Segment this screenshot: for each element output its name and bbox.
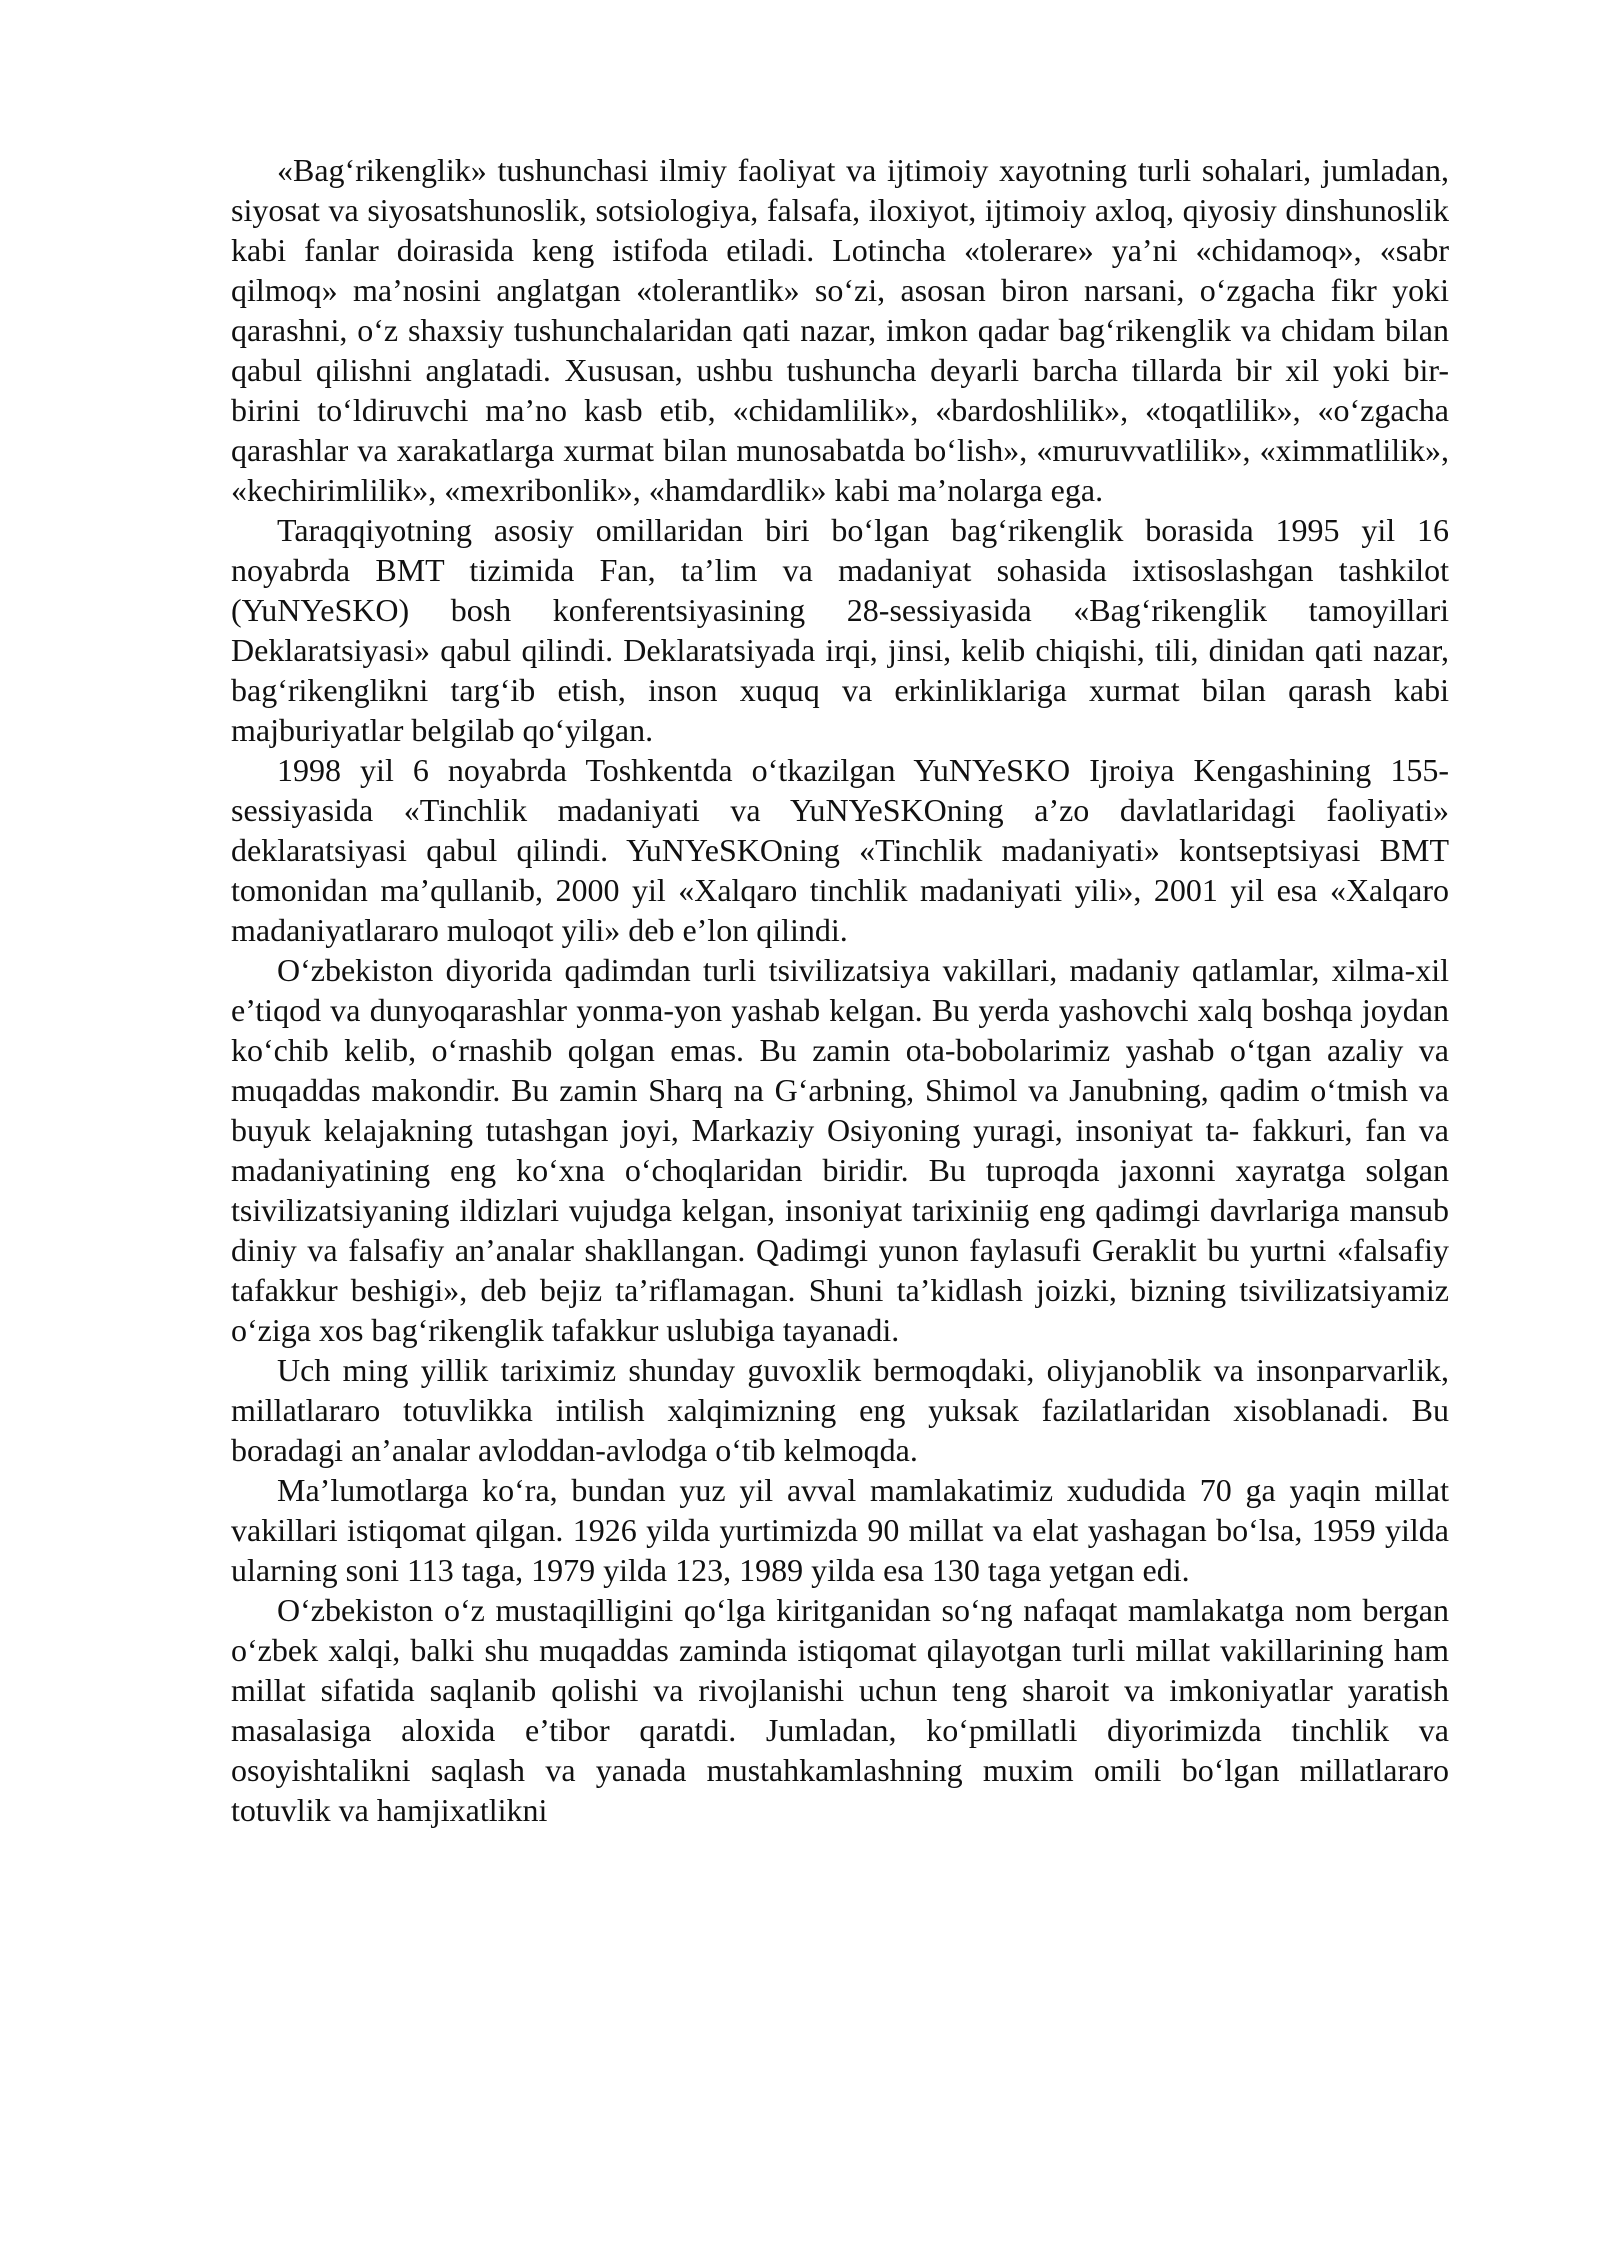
paragraph-uzbekistan-civilization: O‘zbekiston diyorida qadimdan turli tsivilizatsiya vakillari, madaniy qatlamlar, xilma-xil e’tiqod va dunyoqarashlar yonma-yon yashab kelgan. Bu yerda yashovchi xalq boshqa joydan ko‘chib kelib, o‘rnashib qolgan emas. Bu zamin ota-bobolarimiz yashab o‘tgan azaliy va muqaddas makondir. Bu zamin Sharq na G‘arbning, Shimol va Janubning, qadim o‘tmish va buyuk kelajakning tutashgan joyi, Markaziy Osiyoning yuragi, insoniyat ta- fakkuri, fan va madaniyatining eng ko‘xna o‘choqlaridan biridir. Bu tuproqda jaxonni xayratga solgan tsivilizatsiyaning ildizlari vujudga kelgan, insoniyat tarixiniig eng qadimgi davrlariga mansub diniy va falsafiy an’analar shakllangan. Qadimgi yunon faylasufi Geraklit bu yurtni «falsafiy tafakkur beshigi», deb bejiz ta’riflamagan. Shuni ta’kidlash joizki, bizning tsivilizatsiyamiz o‘ziga xos bag‘rikenglik tafakkur uslubiga tayanadi. — [231, 952, 1449, 1348]
paragraph-independence-policy: O‘zbekiston o‘z mustaqilligini qo‘lga kiritganidan so‘ng nafaqat mamlakatga nom bergan o‘zbek xalqi, balki shu muqaddas zaminda istiqomat qilayotgan turli millat vakillarining ham millat sifatida saqlanib qolishi va rivojlanishi uchun teng sharoit va imkoniyatlar yaratish masalasiga aloxida e’tibor qaratdi. Jumladan, ko‘pmillatli diyorimizda tinchlik va osoyishtalikni saqlash va yanada mustahkamlashning muxim omili bo‘lgan millatlararo totuvlik va hamjixatlikni — [231, 1592, 1449, 1828]
paragraph-history-harmony: Uch ming yillik tariximiz shunday guvoxlik bermoqdaki, oliyjanoblik va insonparvarlik, millatlararo totuvlikka intilish xalqimizning eng yuksak fazilatlaridan xisoblanadi. Bu boradagi an’analar avloddan-avlodga o‘tib kelmoqda. — [231, 1352, 1449, 1468]
paragraph-unesco-session-1998: 1998 yil 6 noyabrda Toshkentda o‘tkazilgan YuNYeSKO Ijroiya Kengashining 155- sessiyasida «Tinchlik madaniyati va YuNYeSKOning a’zo davlatlaridagi faoliyati» deklaratsiyasi qabul qilindi. YuNYeSKOning «Tinchlik madaniyati» kontseptsiyasi BMT tomonidan ma’qullanib, 2000 yil «Xalqaro tinchlik madaniyati yili», 2001 yil esa «Xalqaro madaniyatlararo muloqot yili» deb e’lon qilindi. — [231, 752, 1449, 948]
paragraph-unesco-declaration-1995: Taraqqiyotning asosiy omillaridan biri bo‘lgan bag‘rikenglik borasida 1995 yil 16 noyabrda BMT tizimida Fan, ta’lim va madaniyat sohasida ixtisoslashgan tashkilot (YuNYeSKO) bosh konferentsiyasining 28-sessiyasida «Bag‘rikenglik tamoyillari Deklaratsiyasi» qabul qilindi. Deklaratsiyada irqi, jinsi, kelib chiqishi, tili, dinidan qati nazar, bag‘rikenglikni targ‘ib etish, inson xuquq va erkinliklariga xurmat bilan qarash kabi majburiyatlar belgilab qo‘yilgan. — [231, 512, 1449, 748]
document-page — [231, 150, 1449, 2210]
paragraph-nationalities-statistics: Ma’lumotlarga ko‘ra, bundan yuz yil avval mamlakatimiz xududida 70 ga yaqin millat vakillari istiqomat qilgan. 1926 yilda yurtimizda 90 millat va elat yashagan bo‘lsa, 1959 yilda ularning soni 113 taga, 1979 yilda 123, 1989 yilda esa 130 taga yetgan edi. — [231, 1472, 1449, 1588]
paragraph-tolerance-definition: «Bag‘rikenglik» tushunchasi ilmiy faoliyat va ijtimoiy xayotning turli sohalari, jumladan, siyosat va siyosatshunoslik, sotsiologiya, falsafa, iloxiyot, ijtimoiy axloq, qiyosiy dinshunoslik kabi fanlar doirasida keng istifoda etiladi. Lotincha «tolerare» ya’ni «chidamoq», «sabr qilmoq» ma’nosini anglatgan «tolerantlik» so‘zi, asosan biron narsani, o‘zgacha fikr yoki qarashni, o‘z shaxsiy tushunchalaridan qati nazar, imkon qadar bag‘rikenglik va chidam bilan qabul qilishni anglatadi. Xususan, ushbu tushuncha deyarli barcha tillarda bir xil yoki bir-birini to‘ldiruvchi ma’no kasb etib, «chidamlilik», «bardoshlilik», «toqatlilik», «o‘zgacha qarashlar va xarakatlarga xurmat bilan munosabatda bo‘lish», «muruvvatlilik», «ximmatlilik», «kechirimlilik», «mexribonlik», «hamdardlik» kabi ma’nolarga ega. — [231, 152, 1449, 508]
